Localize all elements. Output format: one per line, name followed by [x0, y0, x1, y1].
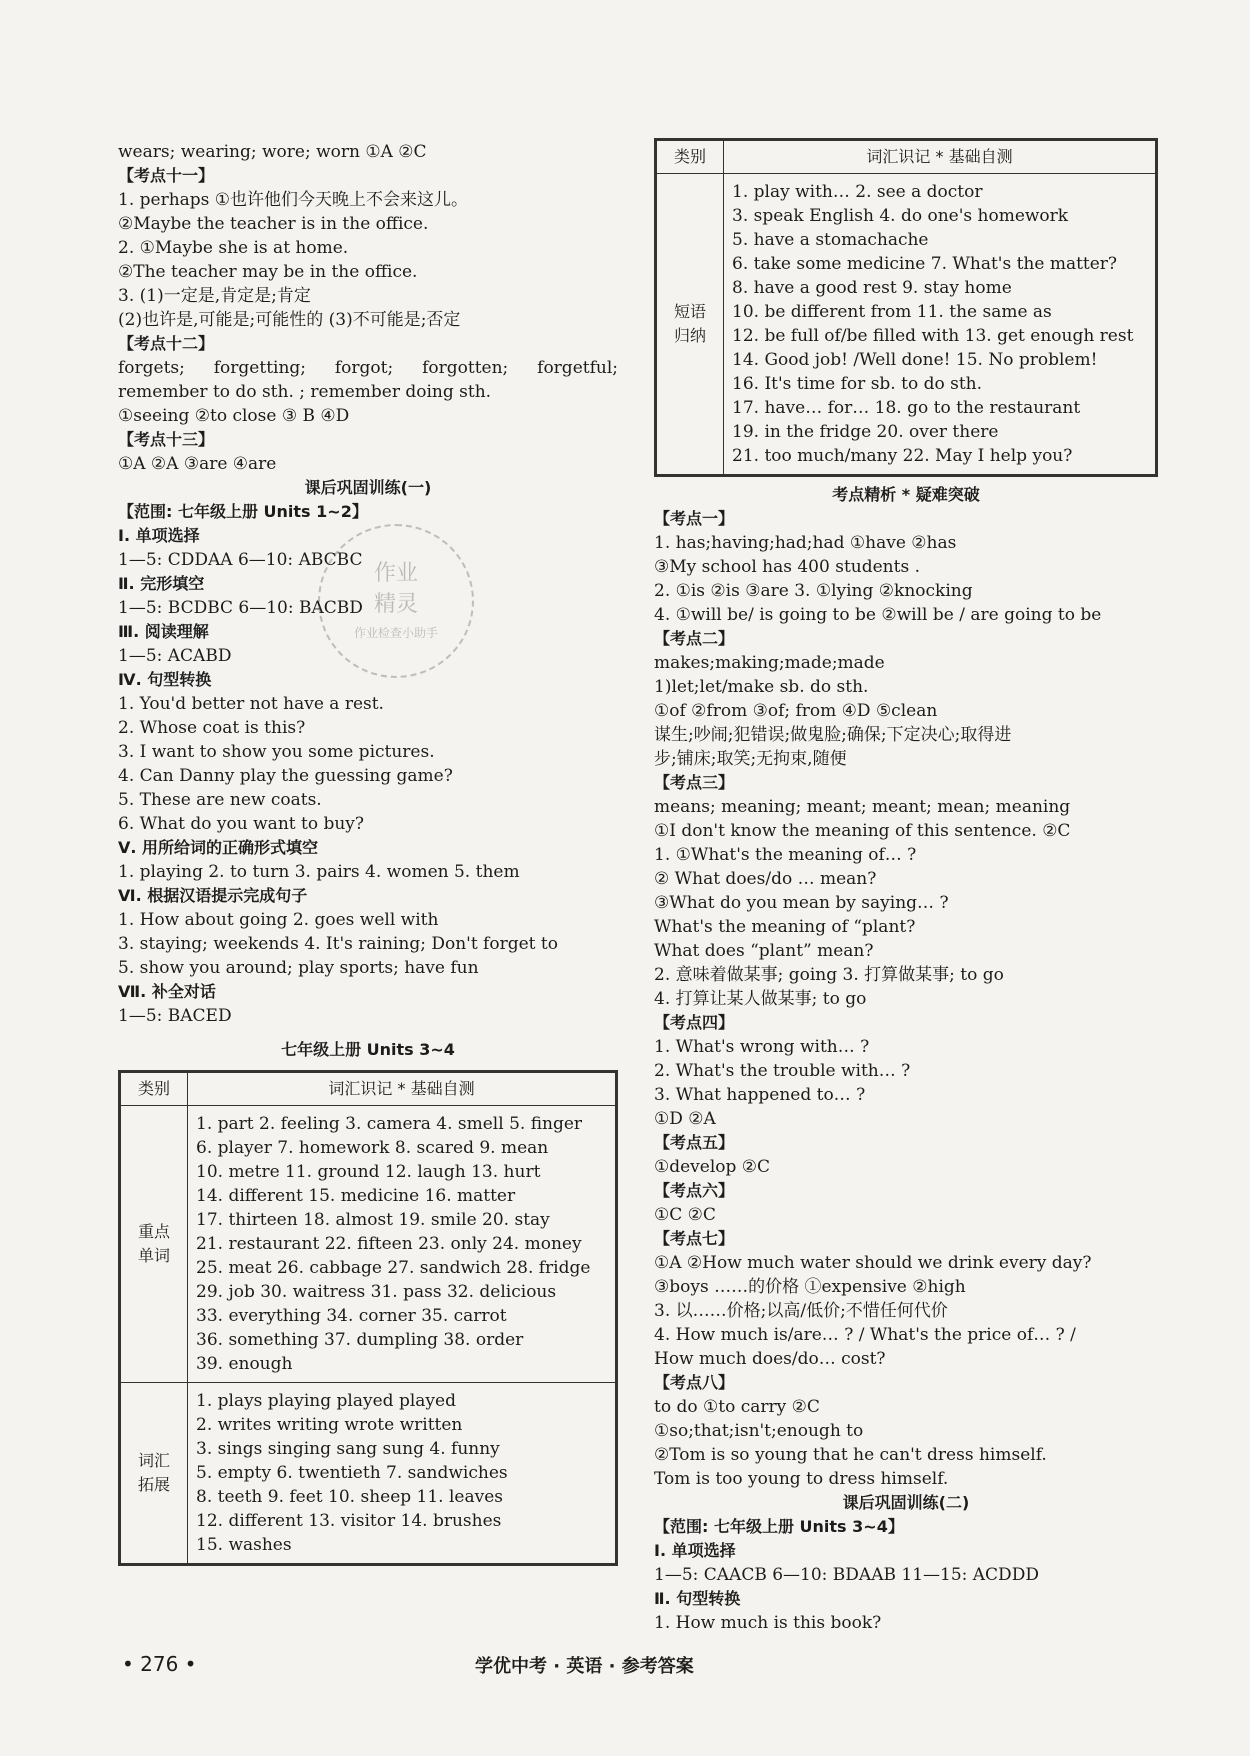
answer-line: Tom is too young to dress himself. — [654, 1469, 949, 1489]
table-item-line: 39. enough — [196, 1354, 293, 1374]
table-head-title: 词汇识记 * 基础自测 — [188, 1073, 616, 1106]
section-heading: Ⅱ. 完形填空 — [118, 574, 205, 593]
drill-one-title: 课后巩固训练(一) — [304, 478, 432, 497]
answer-line: ②The teacher may be in the office. — [118, 262, 418, 282]
category-label-line: 单词 — [137, 1246, 170, 1265]
table-item-line: 25. meat 26. cabbage 27. sandwich 28. fridge — [196, 1258, 591, 1278]
table-item-line: 17. have… for… 18. go to the restaurant — [732, 398, 1081, 418]
answer-line: ② What does/do … mean? — [654, 869, 877, 889]
answer-line: 5. These are new coats. — [118, 790, 322, 810]
table-item-line: 10. be different from 11. the same as — [732, 302, 1052, 322]
right-column — [654, 138, 1158, 1635]
table-items-key-words — [188, 1106, 616, 1383]
table-item-line: 21. restaurant 22. fifteen 23. only 24. money — [196, 1234, 582, 1254]
table-category-key-words — [121, 1106, 188, 1383]
answer-line: ②Tom is so young that he can't dress himself. — [654, 1445, 1047, 1465]
answer-line: 4. Can Danny play the guessing game? — [118, 766, 453, 786]
answer-line: 2. What's the trouble with… ? — [654, 1061, 911, 1081]
answer-line: 1. perhaps ①也许他们今天晚上不会来这儿。 — [118, 190, 469, 210]
table-item-line: 19. in the fridge 20. over there — [732, 422, 999, 442]
answer-line: remember to do sth. ; remember doing sth. — [118, 382, 492, 402]
answer-line: What's the meaning of “plant? — [654, 917, 916, 937]
answer-line: 4. How much is/are… ? / What's the price of… ? / — [654, 1325, 1076, 1345]
right-answers-drill — [654, 1515, 1158, 1635]
answer-line: 1. What's wrong with… ? — [654, 1037, 870, 1057]
left-answers-top — [118, 140, 618, 476]
table-item-line: 33. everything 34. corner 35. carrot — [196, 1306, 507, 1326]
answer-line: What does “plant” mean? — [654, 941, 874, 961]
answer-line: 1—5: CDDAA 6—10: ABCBC — [118, 550, 363, 570]
answer-line: 1. playing 2. to turn 3. pairs 4. women 5. them — [118, 862, 520, 882]
answer-line: 2. 意味着做某事; going 3. 打算做某事; to go — [654, 965, 1004, 985]
section-heading: 【考点五】 — [654, 1133, 735, 1152]
answer-line: makes;making;made;made — [654, 653, 885, 673]
table-item-line: 1. plays playing played played — [196, 1391, 456, 1411]
section-heading: Ⅰ. 单项选择 — [118, 526, 200, 545]
answer-line: (2)也许是,可能是;可能性的 (3)不可能是;否定 — [118, 310, 461, 330]
table-items-phrases — [724, 174, 1156, 475]
section-heading: 【考点二】 — [654, 629, 735, 648]
section-heading: Ⅳ. 句型转换 — [118, 670, 212, 689]
answer-line: 1. You'd better not have a rest. — [118, 694, 384, 714]
answer-line: 3. What happened to… ? — [654, 1085, 866, 1105]
category-label-line: 归纳 — [673, 326, 706, 345]
answer-line: 4. 打算让某人做某事; to go — [654, 989, 867, 1009]
answer-line: 1. How much is this book? — [654, 1613, 882, 1633]
table-item-line: 1. play with… 2. see a doctor — [732, 182, 983, 202]
watermark-stamp: 作业 精灵 作业检查小助手 — [318, 524, 474, 678]
table-item-line: 1. part 2. feeling 3. camera 4. smell 5. finger — [196, 1114, 583, 1134]
section-heading: 【考点十二】 — [118, 334, 215, 353]
answer-line: 1—5: CAACB 6—10: BDAAB 11—15: ACDDD — [654, 1565, 1039, 1585]
section-heading: 【考点七】 — [654, 1229, 735, 1248]
section-heading: 【考点三】 — [654, 773, 735, 792]
table-category-phrases — [657, 174, 724, 475]
answer-line: ①C ②C — [654, 1205, 716, 1225]
table-item-line: 3. sings singing sang sung 4. funny — [196, 1439, 500, 1459]
answer-line: 2. ①is ②is ③are 3. ①lying ②knocking — [654, 581, 973, 601]
answer-line: 1—5: BACED — [118, 1006, 232, 1026]
table-item-line: 6. take some medicine 7. What's the matter? — [732, 254, 1118, 274]
section-heading: 【考点四】 — [654, 1013, 735, 1032]
answer-line: ①D ②A — [654, 1109, 716, 1129]
table-item-line: 36. something 37. dumpling 38. order — [196, 1330, 524, 1350]
vocab-table-left — [118, 1070, 618, 1566]
table-item-line: 14. different 15. medicine 16. matter — [196, 1186, 516, 1206]
footer-title: 学优中考 · 英语 · 参考答案 — [475, 1656, 694, 1677]
answer-line: forgets; forgetting; forgot; forgotten; forgetful; — [118, 358, 618, 378]
drill-two-title: 课后巩固训练(二) — [842, 1493, 970, 1512]
section-heading: Ⅴ. 用所给词的正确形式填空 — [118, 838, 319, 857]
answer-line: 1. has;having;had;had ①have ②has — [654, 533, 957, 553]
table-item-line: 17. thirteen 18. almost 19. smile 20. stay — [196, 1210, 550, 1230]
section-heading: 【考点六】 — [654, 1181, 735, 1200]
answer-line: 1. ①What's the meaning of… ? — [654, 845, 917, 865]
table-head-title: 词汇识记 * 基础自测 — [724, 141, 1156, 174]
section-heading: Ⅱ. 句型转换 — [654, 1589, 741, 1608]
section-title: 考点精析 * 疑难突破 — [832, 485, 980, 504]
answer-line: ③boys ……的价格 ①expensive ②high — [654, 1277, 966, 1297]
table-items-word-expansion — [188, 1383, 616, 1564]
table-category-word-expansion — [121, 1383, 188, 1564]
table-item-line: 12. be full of/be filled with 13. get enough rest — [732, 326, 1134, 346]
answer-line: ①develop ②C — [654, 1157, 771, 1177]
answer-line: 1—5: ACABD — [118, 646, 232, 666]
answer-line: ②Maybe the teacher is in the office. — [118, 214, 429, 234]
section-heading: Ⅶ. 补全对话 — [118, 982, 216, 1001]
answer-line: ①of ②from ③of; from ④D ⑤clean — [654, 701, 938, 721]
answer-line: 6. What do you want to buy? — [118, 814, 365, 834]
table-item-line: 3. speak English 4. do one's homework — [732, 206, 1069, 226]
answer-line: 4. ①will be/ is going to be ②will be / are going to be — [654, 605, 1102, 625]
table-item-line: 2. writes writing wrote written — [196, 1415, 463, 1435]
answer-line: 1—5: BCDBC 6—10: BACBD — [118, 598, 363, 618]
answer-line: ①seeing ②to close ③ B ④D — [118, 406, 350, 426]
answer-line: 1)let;let/make sb. do sth. — [654, 677, 869, 697]
units-3-4-title: 七年级上册 Units 3~4 — [281, 1040, 455, 1059]
category-label-line: 词汇 — [137, 1451, 170, 1470]
section-heading: Ⅲ. 阅读理解 — [118, 622, 209, 641]
section-heading: 【考点十三】 — [118, 430, 215, 449]
answer-line: ①A ②A ③are ④are — [118, 454, 277, 474]
right-answers — [654, 507, 1158, 1491]
section-heading: 【考点十一】 — [118, 166, 215, 185]
answer-line: 3. staying; weekends 4. It's raining; Don't forget to — [118, 934, 558, 954]
table-item-line: 8. teeth 9. feet 10. sheep 11. leaves — [196, 1487, 504, 1507]
answer-line: How much does/do… cost? — [654, 1349, 886, 1369]
section-heading: Ⅰ. 单项选择 — [654, 1541, 736, 1560]
answer-line: ③My school has 400 students . — [654, 557, 920, 577]
category-label-line: 拓展 — [137, 1475, 170, 1494]
section-heading: 【考点八】 — [654, 1373, 735, 1392]
answer-line: ③What do you mean by saying… ? — [654, 893, 949, 913]
section-heading: 【范围: 七年级上册 Units 3~4】 — [654, 1517, 904, 1536]
answer-line: 2. Whose coat is this? — [118, 718, 306, 738]
answer-line: 2. ①Maybe she is at home. — [118, 238, 349, 258]
table-item-line: 8. have a good rest 9. stay home — [732, 278, 1012, 298]
answer-line: ①I don't know the meaning of this sentence. ②C — [654, 821, 1071, 841]
section-heading: 【考点一】 — [654, 509, 735, 528]
table-head-category: 类别 — [121, 1073, 188, 1106]
vocab-table-right — [654, 138, 1158, 477]
table-item-line: 6. player 7. homework 8. scared 9. mean — [196, 1138, 549, 1158]
answer-line: ①A ②How much water should we drink every day? — [654, 1253, 1092, 1273]
category-label-line: 短语 — [673, 302, 706, 321]
category-label-line: 重点 — [137, 1222, 170, 1241]
table-item-line: 10. metre 11. ground 12. laugh 13. hurt — [196, 1162, 541, 1182]
answer-line: 谋生;吵闹;犯错误;做鬼脸;确保;下定决心;取得进 — [654, 725, 1012, 745]
answer-line: means; meaning; meant; meant; mean; meaning — [654, 797, 1071, 817]
answer-line: to do ①to carry ②C — [654, 1397, 820, 1417]
table-item-line: 12. different 13. visitor 14. brushes — [196, 1511, 502, 1531]
table-item-line: 21. too much/many 22. May I help you? — [732, 446, 1073, 466]
page-footer — [0, 1652, 1250, 1682]
answer-line: 步;铺床;取笑;无拘束,随便 — [654, 749, 847, 769]
answer-line: 5. show you around; play sports; have fun — [118, 958, 479, 978]
section-heading: Ⅵ. 根据汉语提示完成句子 — [118, 886, 308, 905]
table-item-line: 14. Good job! /Well done! 15. No problem! — [732, 350, 1098, 370]
left-column — [118, 140, 618, 1566]
answer-line: 3. I want to show you some pictures. — [118, 742, 435, 762]
table-item-line: 15. washes — [196, 1535, 292, 1555]
table-item-line: 5. empty 6. twentieth 7. sandwiches — [196, 1463, 508, 1483]
answer-line: ①so;that;isn't;enough to — [654, 1421, 864, 1441]
answer-line: 3. (1)一定是,肯定是;肯定 — [118, 286, 311, 306]
table-item-line: 5. have a stomachache — [732, 230, 929, 250]
table-item-line: 29. job 30. waitress 31. pass 32. delicious — [196, 1282, 557, 1302]
table-item-line: 16. It's time for sb. to do sth. — [732, 374, 983, 394]
table-head-category: 类别 — [657, 141, 724, 174]
page-number: • 276 • — [122, 1652, 197, 1676]
answer-line: 3. 以……价格;以高/低价;不惜任何代价 — [654, 1301, 948, 1321]
section-heading: 【范围: 七年级上册 Units 1~2】 — [118, 502, 368, 521]
answer-line: 1. How about going 2. goes well with — [118, 910, 439, 930]
answer-line: wears; wearing; wore; worn ①A ②C — [118, 142, 427, 162]
